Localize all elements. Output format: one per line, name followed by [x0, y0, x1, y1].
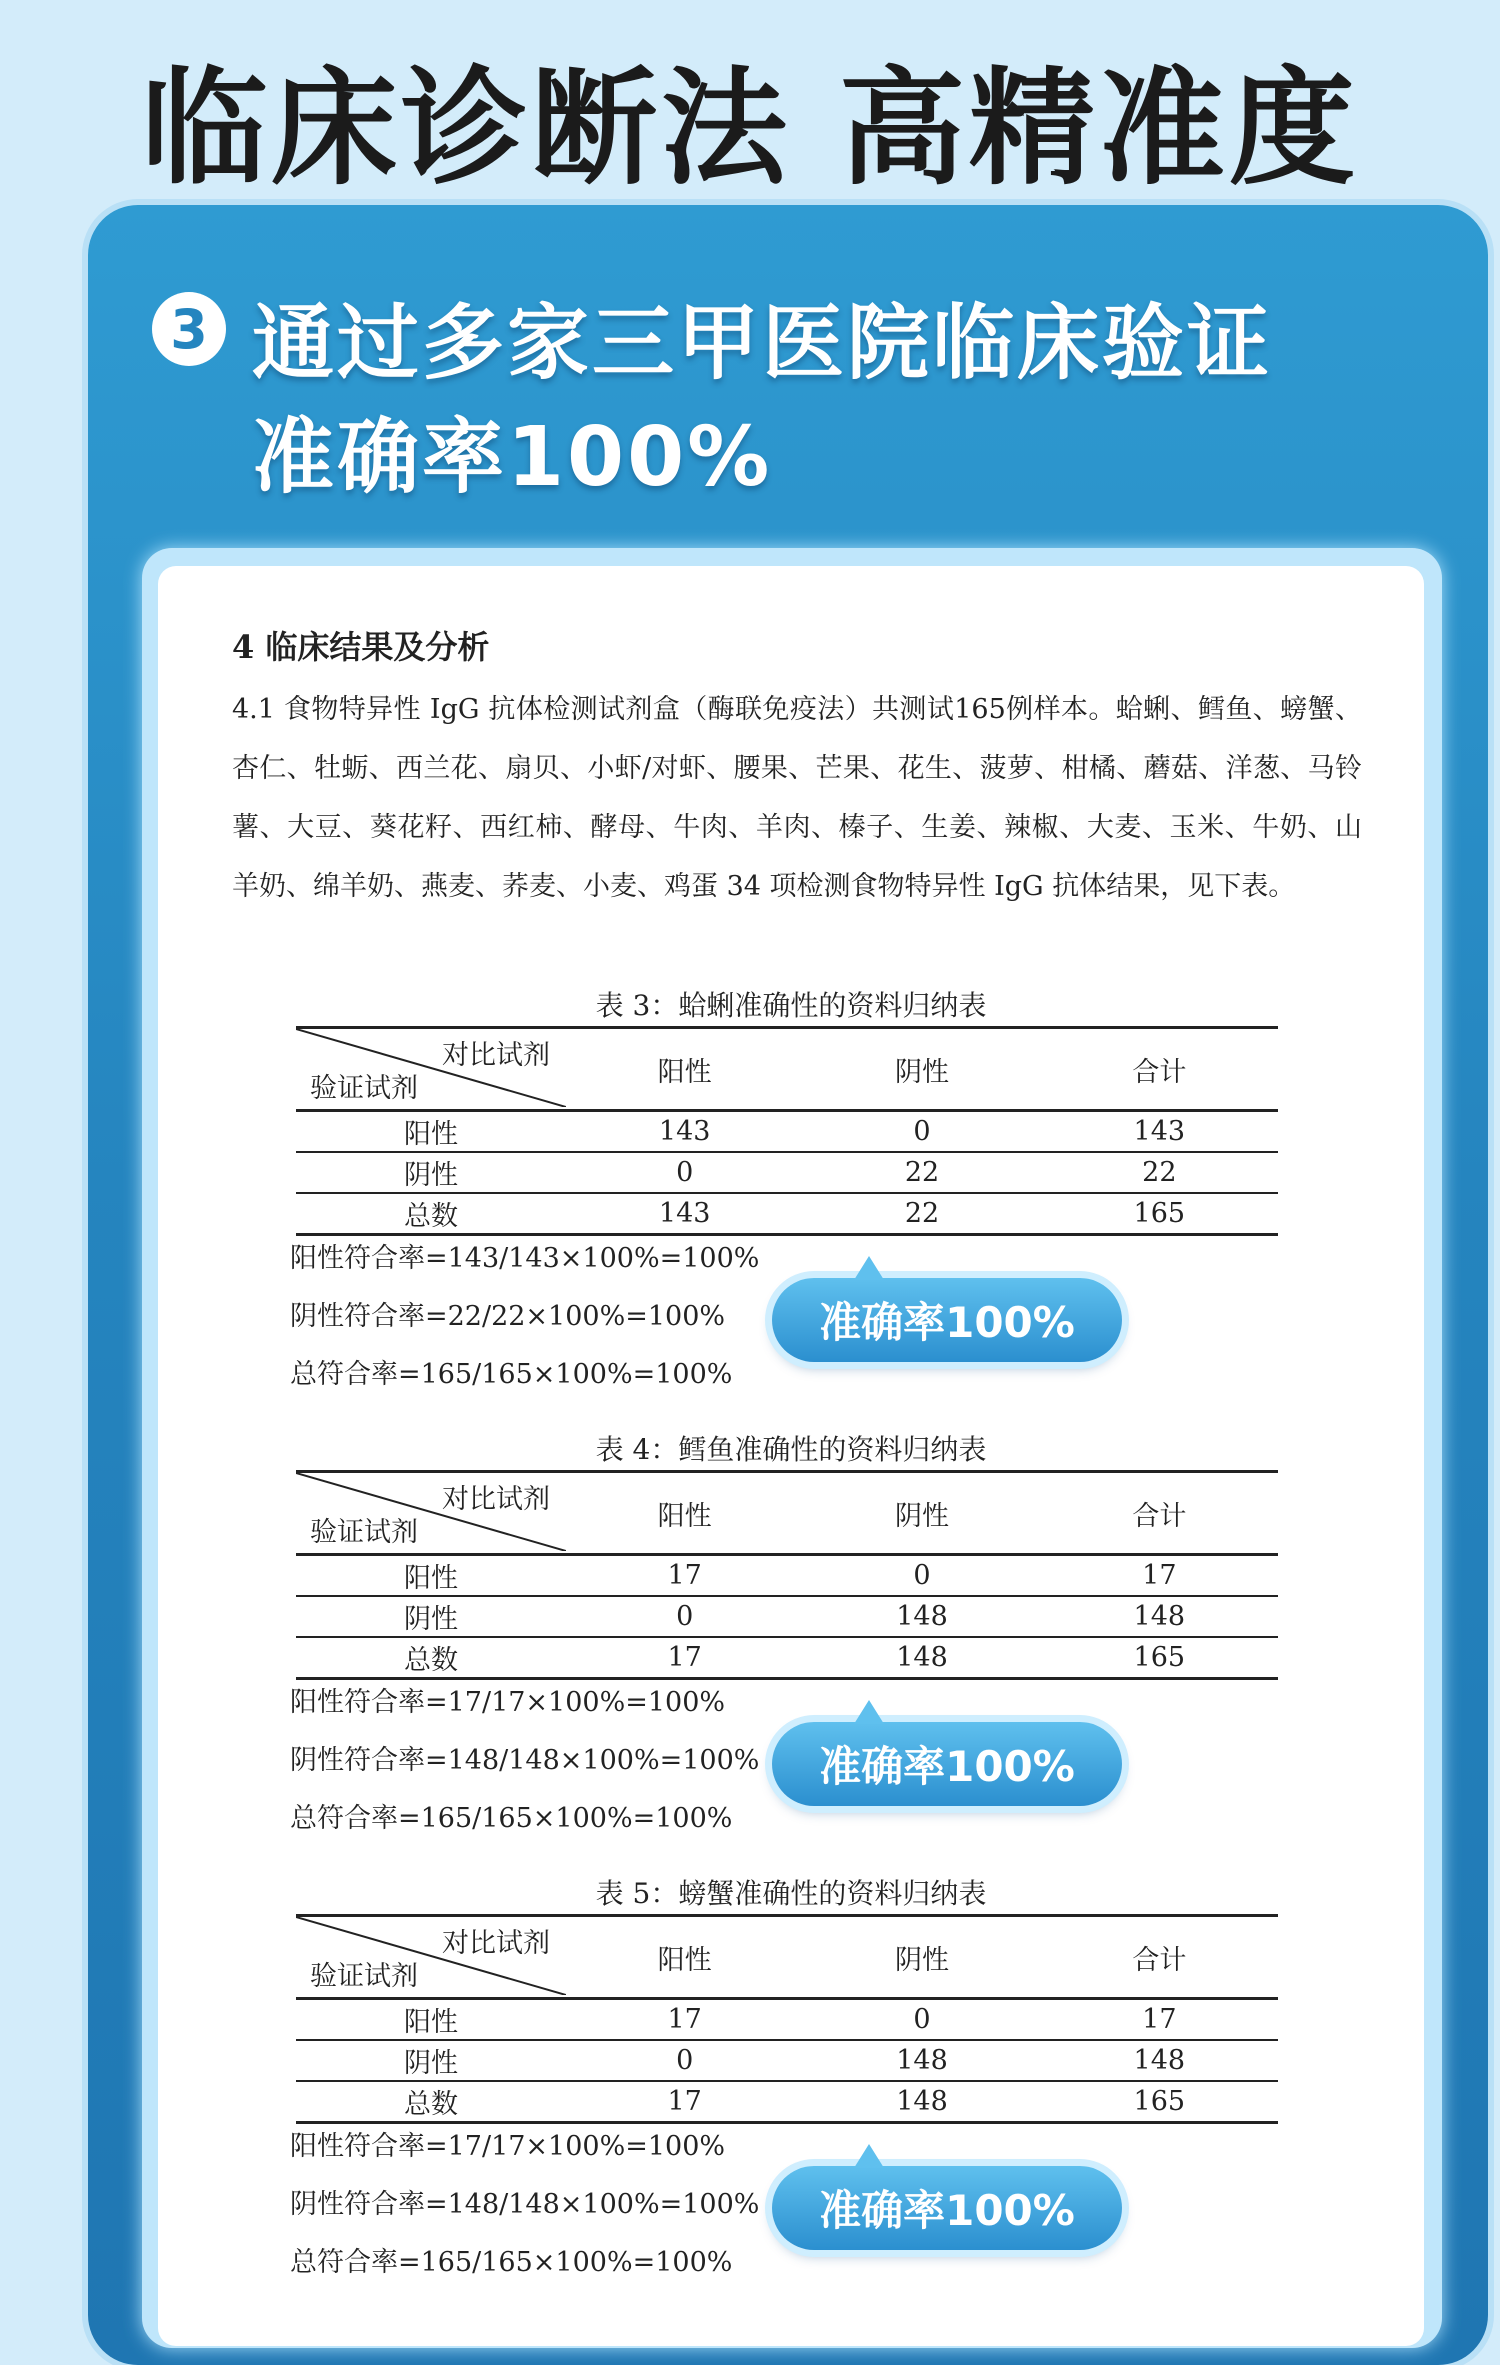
clinical-document — [158, 566, 1424, 2346]
rate-summary — [290, 1674, 759, 1848]
table-corner-header — [296, 1472, 566, 1555]
column-header: 阳性 — [657, 1056, 712, 1088]
rate-line: 总符合率=165/165×100%=100% — [290, 1803, 733, 1834]
table-cell: 165 — [1041, 1193, 1278, 1235]
row-label: 阴性 — [296, 1152, 566, 1193]
table-corner-header — [296, 1028, 566, 1111]
table-cell: 0 — [566, 1596, 803, 1637]
pointer-arrow — [854, 1700, 884, 1724]
corner-label-top: 对比试剂 — [442, 1928, 550, 1959]
page-headline: 临床诊断法 高精准度 — [141, 55, 1359, 202]
table-cell: 22 — [1041, 1152, 1278, 1193]
table-caption: 表 4：鳕鱼准确性的资料归纳表 — [595, 1433, 987, 1466]
corner-label-bottom: 验证试剂 — [310, 1961, 418, 1992]
table-caption: 表 3：蛤蜊准确性的资料归纳表 — [595, 989, 987, 1022]
table-cell: 143 — [1041, 1111, 1278, 1153]
column-header: 合计 — [1132, 1056, 1187, 1088]
row-label: 阳性 — [296, 1999, 566, 2041]
table-row — [296, 1555, 1278, 1597]
accuracy-badge — [772, 2166, 1122, 2250]
table-caption: 表 5：螃蟹准确性的资料归纳表 — [595, 1877, 987, 1910]
corner-label-bottom: 验证试剂 — [310, 1517, 418, 1548]
corner-label-top: 对比试剂 — [442, 1040, 550, 1071]
column-header: 阳性 — [657, 1500, 712, 1532]
panel-title-line1: 通过多家三甲医院临床验证 — [252, 296, 1273, 391]
row-label: 阳性 — [296, 1111, 566, 1153]
table-cell: 17 — [566, 1999, 803, 2041]
row-label: 阴性 — [296, 2040, 566, 2081]
accuracy-label: 准确率100% — [819, 1298, 1075, 1347]
accuracy-label: 准确率100% — [819, 2186, 1075, 2235]
table-cell: 143 — [566, 1111, 803, 1153]
column-header: 阴性 — [894, 1056, 949, 1088]
table-corner-header — [296, 1916, 566, 1999]
rate-line: 总符合率=165/165×100%=100% — [290, 1359, 733, 1390]
table-cell: 17 — [1041, 1555, 1278, 1597]
row-label: 总数 — [296, 1637, 566, 1679]
section-heading: 4 临床结果及分析 — [232, 628, 490, 666]
table-row — [296, 1637, 1278, 1679]
table-cell: 148 — [803, 2081, 1040, 2123]
rate-summary — [290, 2118, 759, 2292]
rate-line: 阴性符合率=148/148×100%=100% — [290, 1745, 760, 1776]
rate-line: 阳性符合率=17/17×100%=100% — [290, 1687, 726, 1718]
table-row — [296, 2040, 1278, 2081]
results-table — [296, 1470, 1278, 1680]
rate-line: 阳性符合率=143/143×100%=100% — [290, 1243, 760, 1274]
table-row — [296, 1152, 1278, 1193]
column-header: 阴性 — [894, 1500, 949, 1532]
row-label: 总数 — [296, 2081, 566, 2123]
rate-line: 总符合率=165/165×100%=100% — [290, 2247, 733, 2278]
intro-paragraph: 4.1 食物特异性 IgG 抗体检测试剂盒（酶联免疫法）共测试165例样本。蛤蜊、鳕鱼、螃蟹、杏仁、牡蛎、西兰花、扇贝、小虾/对虾、腰果、芒果、花生、菠萝、柑橘、蘑菇、洋葱、马铃薯、大豆、葵花籽、西红柿、酵母、牛肉、羊肉、榛子、生姜、辣椒、大麦、玉米、牛奶、山羊奶、绵羊奶、燕麦、荞麦、小麦、鸡蛋 34 项检测食物特异性 IgG 抗体结果，见下表。 — [232, 694, 1362, 902]
corner-label-bottom: 验证试剂 — [310, 1073, 418, 1104]
table-cell: 0 — [566, 1152, 803, 1193]
table-cell: 17 — [566, 2081, 803, 2123]
table-cell: 22 — [803, 1152, 1040, 1193]
table-cell: 17 — [566, 1555, 803, 1597]
table-cell: 17 — [566, 1637, 803, 1679]
table-cell: 148 — [803, 1637, 1040, 1679]
results-table — [296, 1026, 1278, 1236]
row-label: 阳性 — [296, 1555, 566, 1597]
accuracy-badge — [772, 1278, 1122, 1362]
column-header: 阳性 — [657, 1944, 712, 1976]
panel-title-line2: 准确率100% — [252, 410, 773, 505]
rate-line: 阴性符合率=148/148×100%=100% — [290, 2189, 760, 2220]
rate-line: 阳性符合率=17/17×100%=100% — [290, 2131, 726, 2162]
row-label: 总数 — [296, 1193, 566, 1235]
table-cell: 148 — [1041, 2040, 1278, 2081]
table-row — [296, 1193, 1278, 1235]
table-row — [296, 1596, 1278, 1637]
table-cell: 165 — [1041, 2081, 1278, 2123]
row-label: 阴性 — [296, 1596, 566, 1637]
table-row — [296, 1999, 1278, 2041]
rate-line: 阴性符合率=22/22×100%=100% — [290, 1301, 726, 1332]
corner-label-top: 对比试剂 — [442, 1484, 550, 1515]
accuracy-badge — [772, 1722, 1122, 1806]
table-row — [296, 2081, 1278, 2123]
table-cell: 17 — [1041, 1999, 1278, 2041]
accuracy-label: 准确率100% — [819, 1742, 1075, 1791]
table-cell: 0 — [803, 1999, 1040, 2041]
table-cell: 165 — [1041, 1637, 1278, 1679]
column-header: 合计 — [1132, 1500, 1187, 1532]
pointer-arrow — [854, 2144, 884, 2168]
step-number-badge: 3 — [152, 292, 226, 366]
column-header: 阴性 — [894, 1944, 949, 1976]
table-cell: 148 — [1041, 1596, 1278, 1637]
column-header: 合计 — [1132, 1944, 1187, 1976]
table-cell: 148 — [803, 2040, 1040, 2081]
table-cell: 0 — [803, 1111, 1040, 1153]
table-row — [296, 1111, 1278, 1153]
table-cell: 148 — [803, 1596, 1040, 1637]
table-cell: 0 — [566, 2040, 803, 2081]
pointer-arrow — [854, 1256, 884, 1280]
table-cell: 22 — [803, 1193, 1040, 1235]
table-cell: 143 — [566, 1193, 803, 1235]
table-cell: 0 — [803, 1555, 1040, 1597]
rate-summary — [290, 1230, 759, 1404]
results-table — [296, 1914, 1278, 2124]
